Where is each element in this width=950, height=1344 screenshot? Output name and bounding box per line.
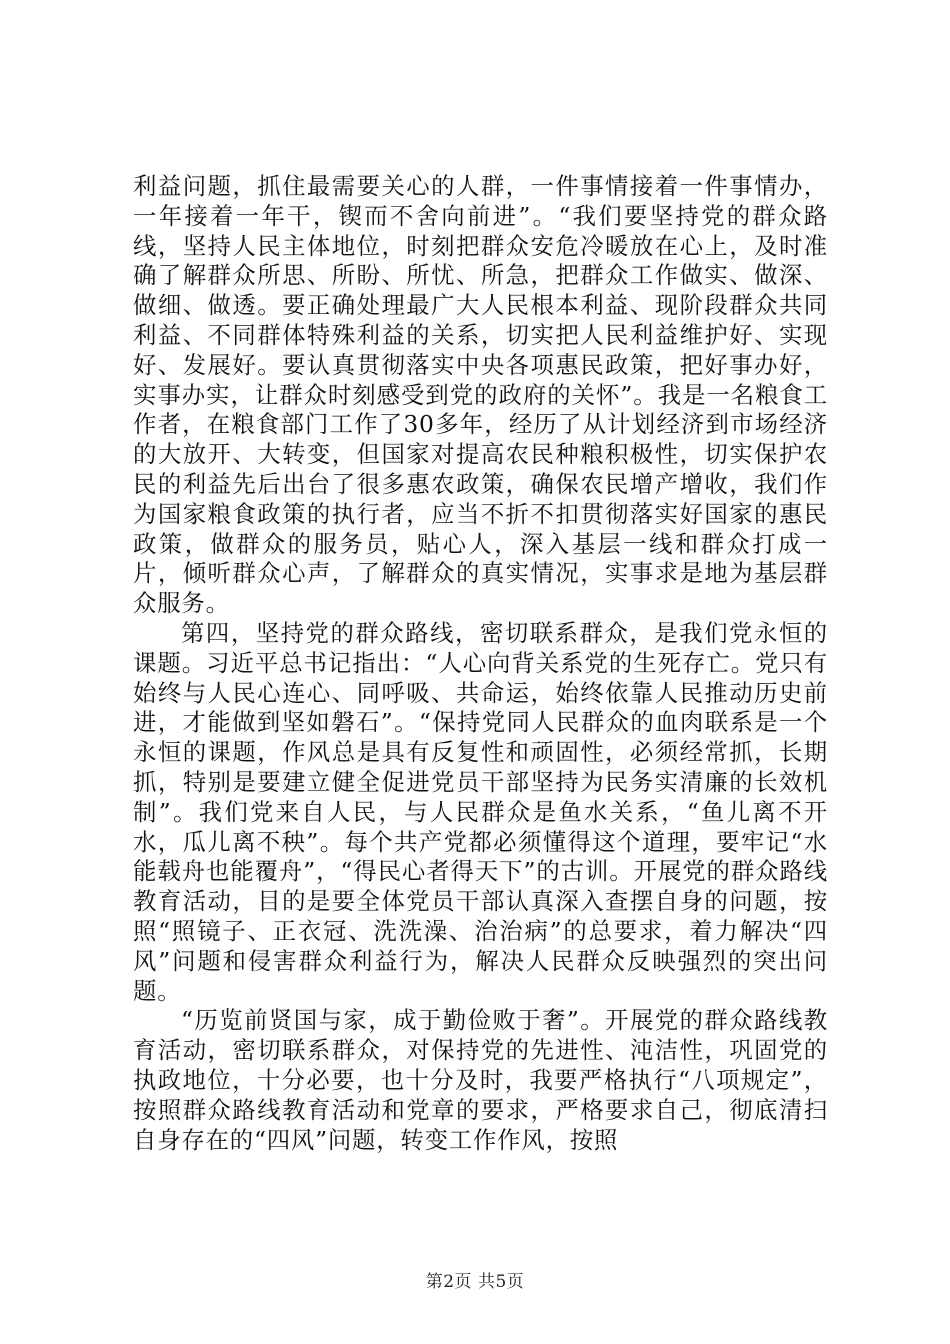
paragraph-1: 利益问题，抓住最需要关心的人群，一件事情接着一件事情办，一年接着一年干，锲而不舍向前进”。“我们要坚持党的群众路线，坚持人民主体地位，时刻把群众安危冷暖放在心上，及时准确了解群众所思、所盼、所忧、所急，把群众工作做实、做深、做细、做透。要正确处理最广大人民根本利益、现阶段群众共同利益、不同群体特殊利益的关系，切实把人民利益维护好、实现好、发展好。要认真贯彻落实中央各项惠民政策，把好事办好，实事办实，让群众时刻感受到党的政府的关怀”。我是一名粮食工作者，在粮食部门工作了30多年，经历了从计划经济到市场经济的大放开、大转变，但国家对提高农民种粮积极性，切实保护农民的利益先后出台了很多惠农政策，确保农民增产增收，我们作为国家粮食政策的执行者，应当不折不扣贯彻落实好国家的惠民政策，做群众的服务员，贴心人，深入基层一线和群众打成一片，倾听群众心声，了解群众的真实情况，实事求是地为基层群众服务。 (133, 172, 828, 618)
paragraph-3: “历览前贤国与家，成于勤俭败于奢”。开展党的群众路线教育活动，密切联系群众，对保持党的先进性、沌洁性，巩固党的执政地位，十分必要，也十分及时，我要严格执行“八项规定”，按照群众路线教育活动和党章的要求，严格要求自己，彻底清扫自身存在的“四风”问题，转变工作作风，按照 (133, 1006, 828, 1154)
body-text (133, 172, 828, 1155)
paragraph-2: 第四，坚持党的群众路线，密切联系群众，是我们党永恒的课题。习近平总书记指出：“人心向背关系党的生死存亡。党只有始终与人民心连心、同呼吸、共命运，始终依靠人民推动历史前进，才能做到坚如磐石”。“保持党同人民群众的血肉联系是一个永恒的课题，作风总是具有反复性和顽固性，必须经常抓，长期抓，特别是要建立健全促进党员干部坚持为民务实清廉的长效机制”。我们党来自人民，与人民群众是鱼水关系，“鱼儿离不开水，瓜儿离不秧”。每个共产党都必须懂得这个道理，要牢记“水能载舟也能覆舟”，“得民心者得天下”的古训。开展党的群众路线教育活动，目的是要全体党员干部认真深入查摆自身的问题，按照“照镜子、正衣冠、洗洗澡、治治病”的总要求，着力解决“四风”问题和侵害群众利益行为，解决人民群众反映强烈的突出问题。 (133, 618, 828, 1005)
page-footer: 第2页 共5页 (425, 1272, 525, 1292)
